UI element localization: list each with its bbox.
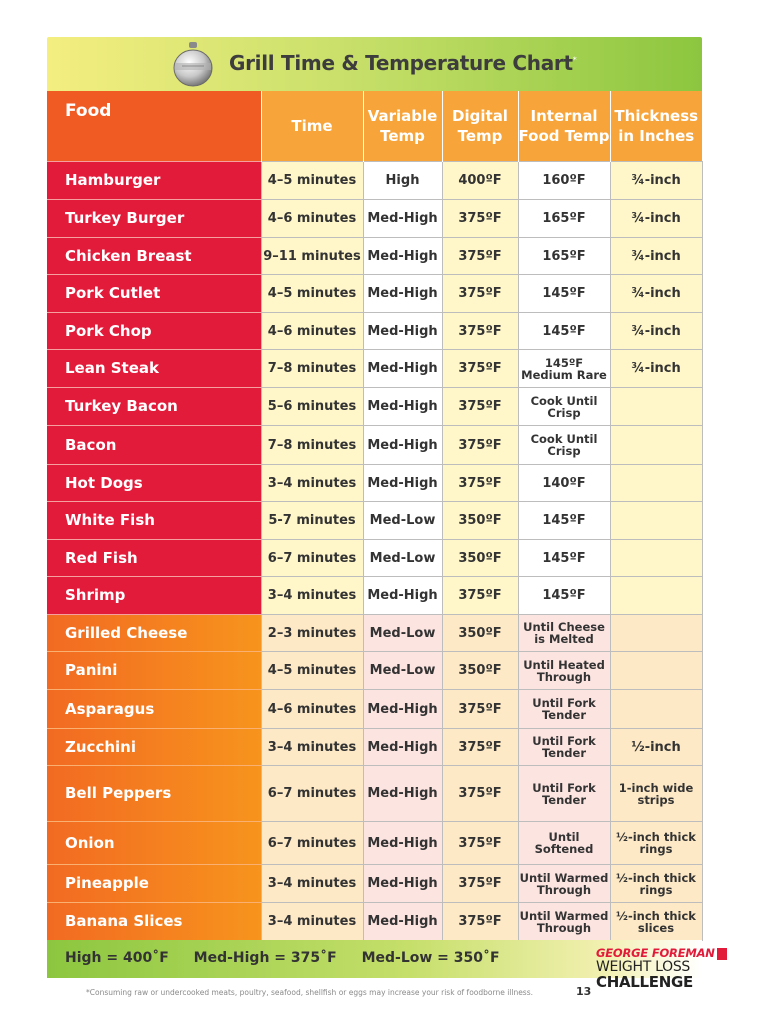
- internal-temp-cell: 145ºF: [518, 502, 610, 540]
- internal-temp-cell-line: Crisp: [547, 405, 581, 420]
- variable-temp-cell: Med-High: [363, 350, 442, 388]
- digital-temp-cell: 375ºF: [442, 313, 518, 350]
- digital-temp-cell: 375ºF: [442, 275, 518, 313]
- time-cell: 5–6 minutes: [261, 388, 363, 426]
- title-bar: [47, 37, 702, 91]
- time-cell: 6–7 minutes: [261, 766, 363, 822]
- variable-temp-cell: Med-High: [363, 275, 442, 313]
- chart-title: Grill Time & Temperature Chart*: [229, 51, 577, 75]
- table-row: [47, 577, 702, 615]
- variable-temp-cell: Med-High: [363, 822, 442, 865]
- internal-temp-cell: 145ºF: [518, 313, 610, 350]
- internal-temp-cell-line: Through: [536, 882, 592, 897]
- variable-temp-cell: Med-Low: [363, 540, 442, 577]
- digital-temp-cell: 375ºF: [442, 426, 518, 465]
- thickness-cell: [610, 426, 702, 465]
- time-cell: 4–6 minutes: [261, 200, 363, 238]
- digital-temp-cell: 375ºF: [442, 388, 518, 426]
- header-internal-temp: Internal Food Temp: [518, 91, 610, 162]
- food-cell: Hot Dogs: [47, 465, 261, 502]
- variable-temp-cell: Med-High: [363, 865, 442, 903]
- time-cell: 4–5 minutes: [261, 652, 363, 690]
- time-cell: 3–4 minutes: [261, 865, 363, 903]
- header-variable-temp: Variable Temp: [363, 91, 442, 162]
- internal-temp-cell: [518, 652, 610, 690]
- food-cell: Pineapple: [47, 865, 261, 903]
- internal-temp-cell-line: Until Warmed: [519, 908, 609, 923]
- thickness-cell: [610, 903, 702, 941]
- legend-med-high: Med-High = 375˚F: [193, 950, 337, 966]
- time-cell: 2–3 minutes: [261, 615, 363, 652]
- table-row: [47, 766, 702, 822]
- thickness-cell-line: rings: [639, 882, 673, 897]
- thickness-cell: [610, 766, 702, 822]
- grill-chart: [47, 37, 702, 941]
- legend-high: High = 400˚F: [65, 950, 169, 966]
- food-cell: Turkey Bacon: [47, 388, 261, 426]
- internal-temp-cell: [518, 865, 610, 903]
- thickness-cell: ¾-inch: [610, 313, 702, 350]
- internal-temp-cell-line: Cook Until: [530, 393, 598, 408]
- digital-temp-cell: 375ºF: [442, 200, 518, 238]
- digital-temp-cell: 350ºF: [442, 652, 518, 690]
- digital-temp-cell: 350ºF: [442, 502, 518, 540]
- internal-temp-cell-line: Until Warmed: [519, 870, 609, 885]
- table-row: [47, 865, 702, 903]
- food-cell: Asparagus: [47, 690, 261, 729]
- internal-temp-cell-line: Until Fork: [532, 734, 596, 748]
- food-cell: Bell Peppers: [47, 766, 261, 822]
- time-cell: 6–7 minutes: [261, 540, 363, 577]
- variable-temp-cell: Med-High: [363, 690, 442, 729]
- header-thickness: Thickness in Inches: [610, 91, 702, 162]
- food-cell: Grilled Cheese: [47, 615, 261, 652]
- internal-temp-cell-line: Tender: [541, 746, 586, 760]
- digital-temp-cell: 375ºF: [442, 238, 518, 275]
- internal-temp-cell: 145ºF: [518, 577, 610, 615]
- variable-temp-cell: Med-Low: [363, 652, 442, 690]
- thickness-cell: [610, 465, 702, 502]
- internal-temp-cell: 145ºF: [518, 540, 610, 577]
- internal-temp-cell: [518, 388, 610, 426]
- food-cell: Chicken Breast: [47, 238, 261, 275]
- thickness-cell: [610, 388, 702, 426]
- thickness-cell-line: rings: [639, 842, 673, 856]
- table-row: [47, 426, 702, 465]
- time-cell: 3–4 minutes: [261, 577, 363, 615]
- header-digital-temp: Digital Temp: [442, 91, 518, 162]
- thickness-cell-line: strips: [637, 792, 675, 807]
- food-cell: White Fish: [47, 502, 261, 540]
- thickness-cell: [610, 615, 702, 652]
- time-cell: 3–4 minutes: [261, 729, 363, 766]
- internal-temp-cell: 165ºF: [518, 200, 610, 238]
- time-cell: 3–4 minutes: [261, 465, 363, 502]
- digital-temp-cell: 400ºF: [442, 162, 518, 200]
- internal-temp-cell-line: Until: [548, 830, 580, 844]
- table-row: [47, 350, 702, 388]
- variable-temp-cell: Med-High: [363, 238, 442, 275]
- table-row: [47, 729, 702, 766]
- brand-line-2: WEIGHT LOSS: [596, 959, 690, 975]
- table-row: [47, 615, 702, 652]
- thickness-cell: [610, 502, 702, 540]
- thickness-cell-line: ½-inch thick: [616, 870, 696, 885]
- variable-temp-cell: Med-High: [363, 465, 442, 502]
- internal-temp-cell-line: 145ºF: [544, 355, 584, 370]
- variable-temp-cell: Med-Low: [363, 615, 442, 652]
- digital-temp-cell: 375ºF: [442, 865, 518, 903]
- internal-temp-cell: [518, 690, 610, 729]
- thickness-cell: ¾-inch: [610, 238, 702, 275]
- thickness-cell: [610, 690, 702, 729]
- food-cell: Red Fish: [47, 540, 261, 577]
- internal-temp-cell: [518, 766, 610, 822]
- internal-temp-cell-line: Medium Rare: [521, 367, 607, 382]
- internal-temp-cell-line: Until Fork: [532, 696, 596, 710]
- internal-temp-cell-line: Cook Until: [530, 432, 598, 446]
- food-cell: Hamburger: [47, 162, 261, 200]
- variable-temp-cell: Med-High: [363, 766, 442, 822]
- time-cell: 6–7 minutes: [261, 822, 363, 865]
- thickness-cell-line: ½-inch thick: [616, 908, 696, 923]
- table-row: [47, 200, 702, 238]
- table-row: [47, 313, 702, 350]
- digital-temp-cell: 375ºF: [442, 766, 518, 822]
- time-cell: 3–4 minutes: [261, 903, 363, 941]
- internal-temp-cell: [518, 615, 610, 652]
- kitchen-timer-icon: [172, 41, 214, 87]
- thickness-cell: [610, 865, 702, 903]
- time-cell: 4–5 minutes: [261, 275, 363, 313]
- brand-line-3: CHALLENGE: [596, 973, 693, 991]
- time-cell: 7–8 minutes: [261, 426, 363, 465]
- internal-temp-cell: [518, 350, 610, 388]
- internal-temp-cell-line: is Melted: [534, 632, 594, 646]
- internal-temp-cell-line: Through: [536, 920, 592, 935]
- table-row: [47, 465, 702, 502]
- thickness-cell: [610, 540, 702, 577]
- internal-temp-cell-line: Softened: [534, 842, 594, 856]
- internal-temp-cell: [518, 426, 610, 465]
- internal-temp-cell-line: Crisp: [547, 444, 581, 458]
- thickness-cell-line: 1-inch wide: [618, 780, 694, 795]
- legend-med-low: Med-Low = 350˚F: [361, 950, 500, 966]
- table-row: [47, 540, 702, 577]
- food-cell: Turkey Burger: [47, 200, 261, 238]
- thickness-cell: [610, 652, 702, 690]
- variable-temp-cell: Med-High: [363, 200, 442, 238]
- food-cell: Panini: [47, 652, 261, 690]
- variable-temp-cell: Med-High: [363, 729, 442, 766]
- food-cell: Shrimp: [47, 577, 261, 615]
- food-cell: Onion: [47, 822, 261, 865]
- thickness-cell: ¾-inch: [610, 350, 702, 388]
- digital-temp-cell: 350ºF: [442, 615, 518, 652]
- variable-temp-cell: Med-High: [363, 426, 442, 465]
- internal-temp-cell-line: Until Heated: [523, 657, 605, 672]
- internal-temp-cell: [518, 822, 610, 865]
- header-food: Food: [47, 91, 261, 162]
- internal-temp-cell: 165ºF: [518, 238, 610, 275]
- food-cell: Pork Chop: [47, 313, 261, 350]
- thickness-cell: ¾-inch: [610, 162, 702, 200]
- internal-temp-cell: 160ºF: [518, 162, 610, 200]
- table-row: [47, 822, 702, 865]
- table-row: [47, 388, 702, 426]
- food-cell: Bacon: [47, 426, 261, 465]
- time-cell: 5-7 minutes: [261, 502, 363, 540]
- variable-temp-cell: Med-High: [363, 903, 442, 941]
- header-time: Time: [261, 91, 363, 162]
- table-row: [47, 162, 702, 200]
- table-row: [47, 238, 702, 275]
- variable-temp-cell: Med-Low: [363, 502, 442, 540]
- internal-temp-cell-line: Until Cheese: [523, 620, 605, 634]
- table-row: [47, 903, 702, 941]
- food-cell: Banana Slices: [47, 903, 261, 941]
- internal-temp-cell: [518, 729, 610, 766]
- food-cell: Pork Cutlet: [47, 275, 261, 313]
- variable-temp-cell: Med-High: [363, 388, 442, 426]
- digital-temp-cell: 375ºF: [442, 903, 518, 941]
- food-cell: Zucchini: [47, 729, 261, 766]
- thickness-cell: ½-inch: [610, 729, 702, 766]
- time-cell: 9–11 minutes: [261, 238, 363, 275]
- digital-temp-cell: 375ºF: [442, 729, 518, 766]
- thickness-cell: [610, 577, 702, 615]
- time-cell: 4–6 minutes: [261, 690, 363, 729]
- food-cell: Lean Steak: [47, 350, 261, 388]
- grill-table: [47, 91, 703, 941]
- internal-temp-cell-line: Through: [536, 669, 592, 684]
- internal-temp-cell-line: Tender: [541, 708, 586, 722]
- internal-temp-cell-line: Until Fork: [532, 780, 596, 795]
- time-cell: 7–8 minutes: [261, 350, 363, 388]
- internal-temp-cell: [518, 903, 610, 941]
- brand-logo: [596, 946, 722, 990]
- thickness-cell-line: ½-inch thick: [616, 830, 696, 844]
- temperature-legend: [65, 950, 520, 966]
- time-cell: 4–5 minutes: [261, 162, 363, 200]
- page-number: 13: [576, 985, 592, 998]
- digital-temp-cell: 375ºF: [442, 350, 518, 388]
- thickness-cell-line: slices: [637, 920, 675, 935]
- thickness-cell: [610, 822, 702, 865]
- variable-temp-cell: Med-High: [363, 313, 442, 350]
- thickness-cell: ¾-inch: [610, 200, 702, 238]
- internal-temp-cell: 140ºF: [518, 465, 610, 502]
- time-cell: 4–6 minutes: [261, 313, 363, 350]
- digital-temp-cell: 375ºF: [442, 822, 518, 865]
- digital-temp-cell: 375ºF: [442, 577, 518, 615]
- header-row: [47, 91, 702, 162]
- table-row: [47, 502, 702, 540]
- thickness-cell: ¾-inch: [610, 275, 702, 313]
- table-row: [47, 652, 702, 690]
- internal-temp-cell: 145ºF: [518, 275, 610, 313]
- variable-temp-cell: Med-High: [363, 577, 442, 615]
- table-row: [47, 690, 702, 729]
- digital-temp-cell: 350ºF: [442, 540, 518, 577]
- table-row: [47, 275, 702, 313]
- internal-temp-cell-line: Tender: [541, 792, 586, 807]
- digital-temp-cell: 375ºF: [442, 690, 518, 729]
- brand-line-1: GEORGE FOREMAN: [596, 946, 722, 960]
- disclaimer-text: *Consuming raw or undercooked meats, poultry, seafood, shellfish or eggs may increase your risk of foodborne illness.: [86, 988, 534, 997]
- variable-temp-cell: High: [363, 162, 442, 200]
- digital-temp-cell: 375ºF: [442, 465, 518, 502]
